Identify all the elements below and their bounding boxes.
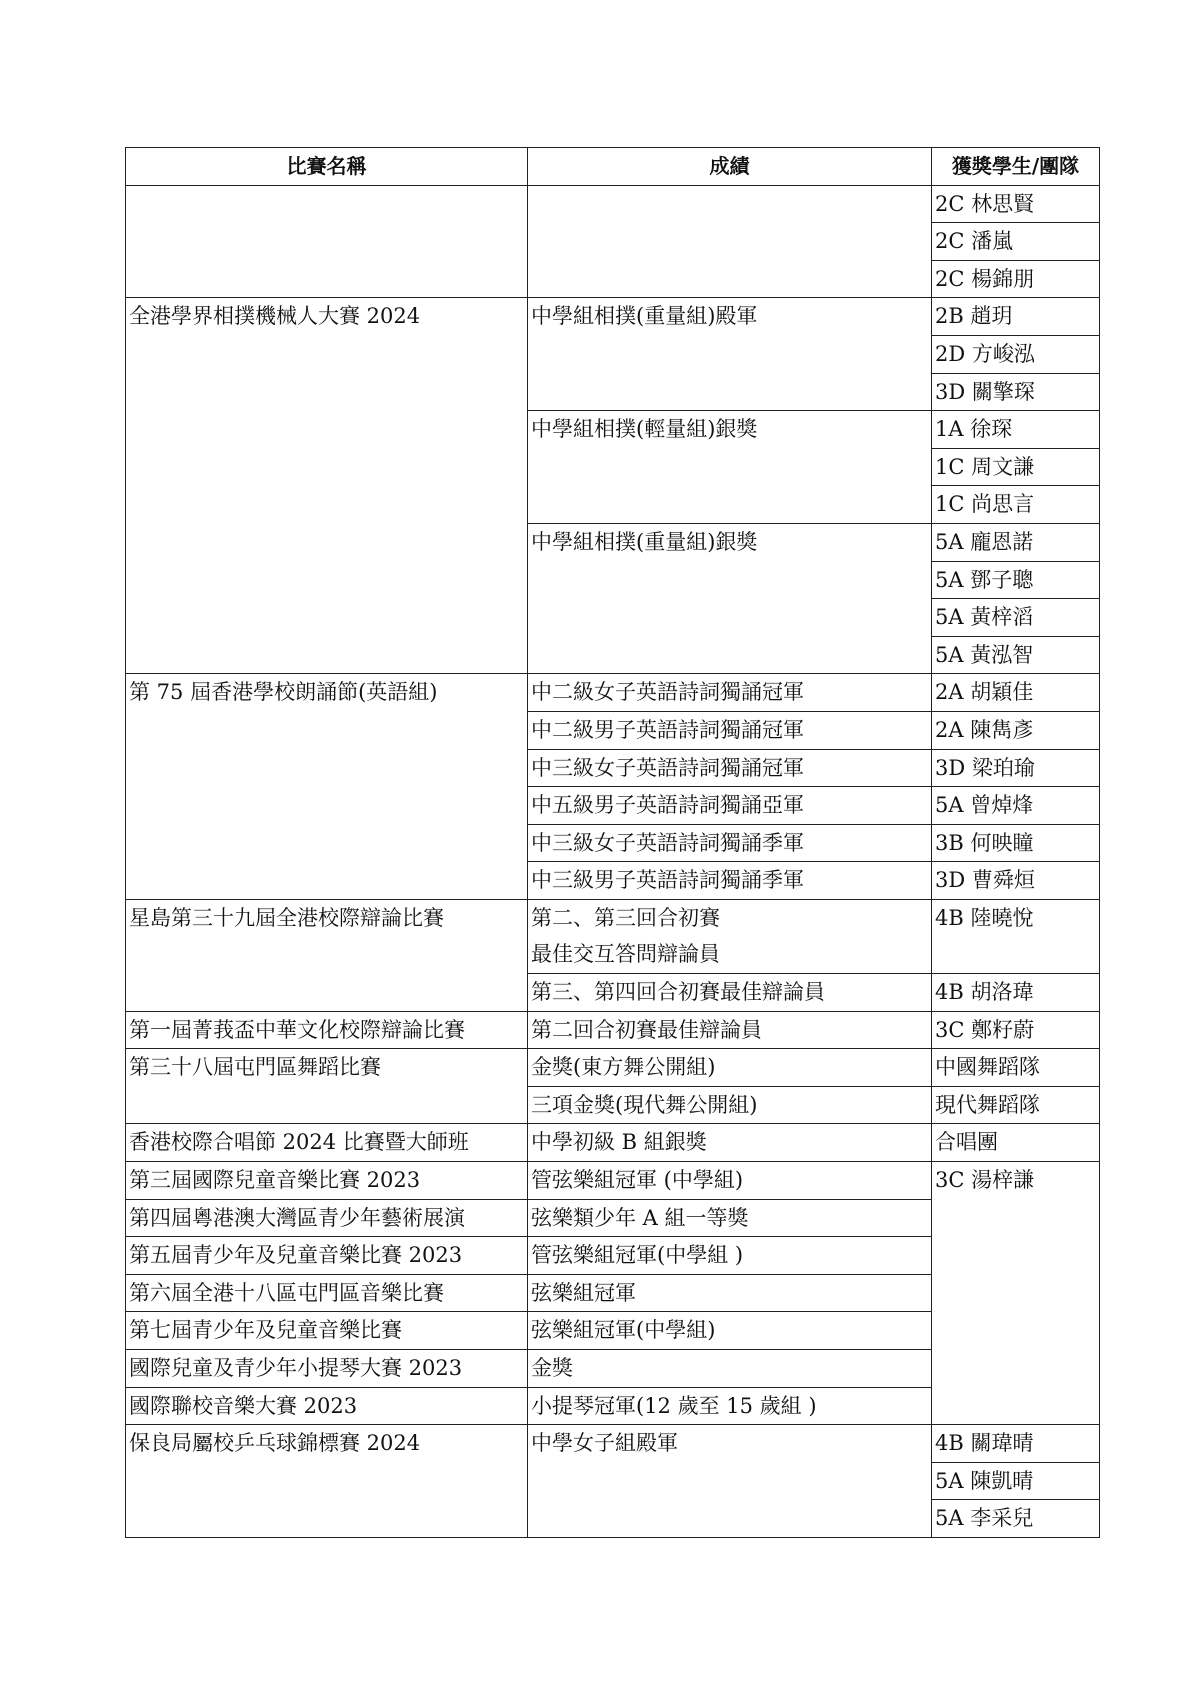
winner-cell: 4B 關瑋晴 <box>932 1425 1100 1463</box>
competition-cell <box>126 185 528 298</box>
winner-cell: 2B 趙玥 <box>932 298 1100 336</box>
winner-cell: 現代舞蹈隊 <box>932 1086 1100 1124</box>
winner-cell: 3D 曹舜烜 <box>932 862 1100 900</box>
competition-cell: 第三十八屆屯門區舞蹈比賽 <box>126 1049 528 1124</box>
table-row <box>126 298 1100 336</box>
winner-cell: 5A 曾焯烽 <box>932 787 1100 825</box>
result-line: 最佳交互答問辯論員 <box>531 942 720 967</box>
competition-cell: 香港校際合唱節 2024 比賽暨大師班 <box>126 1124 528 1162</box>
competition-cell: 第五屆青少年及兒童音樂比賽 2023 <box>126 1237 528 1275</box>
result-cell: 中二級男子英語詩詞獨誦冠軍 <box>528 711 932 749</box>
table-row <box>126 674 1100 712</box>
result-cell: 金獎(東方舞公開組) <box>528 1049 932 1087</box>
winner-cell: 中國舞蹈隊 <box>932 1049 1100 1087</box>
table-row <box>126 899 1100 973</box>
table-row <box>126 1011 1100 1049</box>
table-row <box>126 1124 1100 1162</box>
competition-cell: 第七屆青少年及兒童音樂比賽 <box>126 1312 528 1350</box>
result-line: 第二、第三回合初賽 <box>531 905 720 930</box>
result-cell <box>528 185 932 298</box>
competition-cell: 第六屆全港十八區屯門區音樂比賽 <box>126 1274 528 1312</box>
competition-cell: 第三屆國際兒童音樂比賽 2023 <box>126 1162 528 1200</box>
winner-cell: 2C 潘嵐 <box>932 223 1100 261</box>
header-competition: 比賽名稱 <box>126 148 528 186</box>
result-cell: 中三級女子英語詩詞獨誦冠軍 <box>528 749 932 787</box>
winner-cell: 4B 胡洛瑋 <box>932 974 1100 1012</box>
winner-cell: 4B 陸曉悅 <box>932 899 1100 973</box>
winner-cell: 合唱團 <box>932 1124 1100 1162</box>
winner-cell: 1C 尚思言 <box>932 486 1100 524</box>
winner-cell: 3C 湯梓謙 <box>932 1162 1100 1425</box>
competition-cell: 星島第三十九屆全港校際辯論比賽 <box>126 899 528 1011</box>
table-row <box>126 1049 1100 1087</box>
table-row <box>126 1162 1100 1200</box>
result-cell: 小提琴冠軍(12 歲至 15 歲組 ) <box>528 1387 932 1425</box>
result-cell: 三項金獎(現代舞公開組) <box>528 1086 932 1124</box>
competition-cell: 第四屆粵港澳大灣區青少年藝術展演 <box>126 1199 528 1237</box>
table-row <box>126 1425 1100 1463</box>
winner-cell: 2A 胡穎佳 <box>932 674 1100 712</box>
winner-cell: 5A 龐恩諾 <box>932 523 1100 561</box>
competition-cell: 第 75 屆香港學校朗誦節(英語組) <box>126 674 528 900</box>
winner-cell: 3B 何映瞳 <box>932 824 1100 862</box>
winner-cell: 3D 關擎琛 <box>932 373 1100 411</box>
winner-cell: 5A 鄧子聰 <box>932 561 1100 599</box>
competition-cell: 保良局屬校乒乓球錦標賽 2024 <box>126 1425 528 1538</box>
result-cell: 弦樂組冠軍(中學組) <box>528 1312 932 1350</box>
winner-cell: 2C 楊錦朋 <box>932 260 1100 298</box>
result-cell: 中學組相撲(重量組)銀獎 <box>528 523 932 673</box>
header-winners: 獲獎學生/團隊 <box>932 148 1100 186</box>
result-cell: 管弦樂組冠軍 (中學組) <box>528 1162 932 1200</box>
awards-table <box>125 147 1100 1538</box>
winner-cell: 5A 黃梓滔 <box>932 599 1100 637</box>
result-cell: 第三、第四回合初賽最佳辯論員 <box>528 974 932 1012</box>
result-cell: 中學初級 B 組銀獎 <box>528 1124 932 1162</box>
result-cell: 中五級男子英語詩詞獨誦亞軍 <box>528 787 932 825</box>
result-cell: 弦樂類少年 A 組一等獎 <box>528 1199 932 1237</box>
winner-cell: 3C 鄭籽蔚 <box>932 1011 1100 1049</box>
result-cell <box>528 899 932 973</box>
header-row <box>126 148 1100 186</box>
winner-cell: 2D 方峻泓 <box>932 335 1100 373</box>
winner-cell: 3D 梁珀瑜 <box>932 749 1100 787</box>
header-result: 成績 <box>528 148 932 186</box>
result-cell: 中學女子組殿軍 <box>528 1425 932 1538</box>
result-cell: 弦樂組冠軍 <box>528 1274 932 1312</box>
result-cell: 中三級男子英語詩詞獨誦季軍 <box>528 862 932 900</box>
result-cell: 中二級女子英語詩詞獨誦冠軍 <box>528 674 932 712</box>
result-cell: 中三級女子英語詩詞獨誦季軍 <box>528 824 932 862</box>
competition-cell: 國際聯校音樂大賽 2023 <box>126 1387 528 1425</box>
result-cell: 中學組相撲(輕量組)銀獎 <box>528 411 932 524</box>
winner-cell: 1A 徐琛 <box>932 411 1100 449</box>
winner-cell: 5A 黃泓智 <box>932 636 1100 674</box>
result-cell: 管弦樂組冠軍(中學組 ) <box>528 1237 932 1275</box>
table-row <box>126 185 1100 223</box>
result-cell: 中學組相撲(重量組)殿軍 <box>528 298 932 411</box>
competition-cell: 全港學界相撲機械人大賽 2024 <box>126 298 528 674</box>
result-cell: 金獎 <box>528 1350 932 1388</box>
winner-cell: 5A 陳凱晴 <box>932 1462 1100 1500</box>
winner-cell: 2A 陳雋彥 <box>932 711 1100 749</box>
result-cell: 第二回合初賽最佳辯論員 <box>528 1011 932 1049</box>
winner-cell: 2C 林思賢 <box>932 185 1100 223</box>
winner-cell: 1C 周文謙 <box>932 448 1100 486</box>
winner-cell: 5A 李采兒 <box>932 1500 1100 1538</box>
competition-cell: 第一屆菁莪盃中華文化校際辯論比賽 <box>126 1011 528 1049</box>
competition-cell: 國際兒童及青少年小提琴大賽 2023 <box>126 1350 528 1388</box>
